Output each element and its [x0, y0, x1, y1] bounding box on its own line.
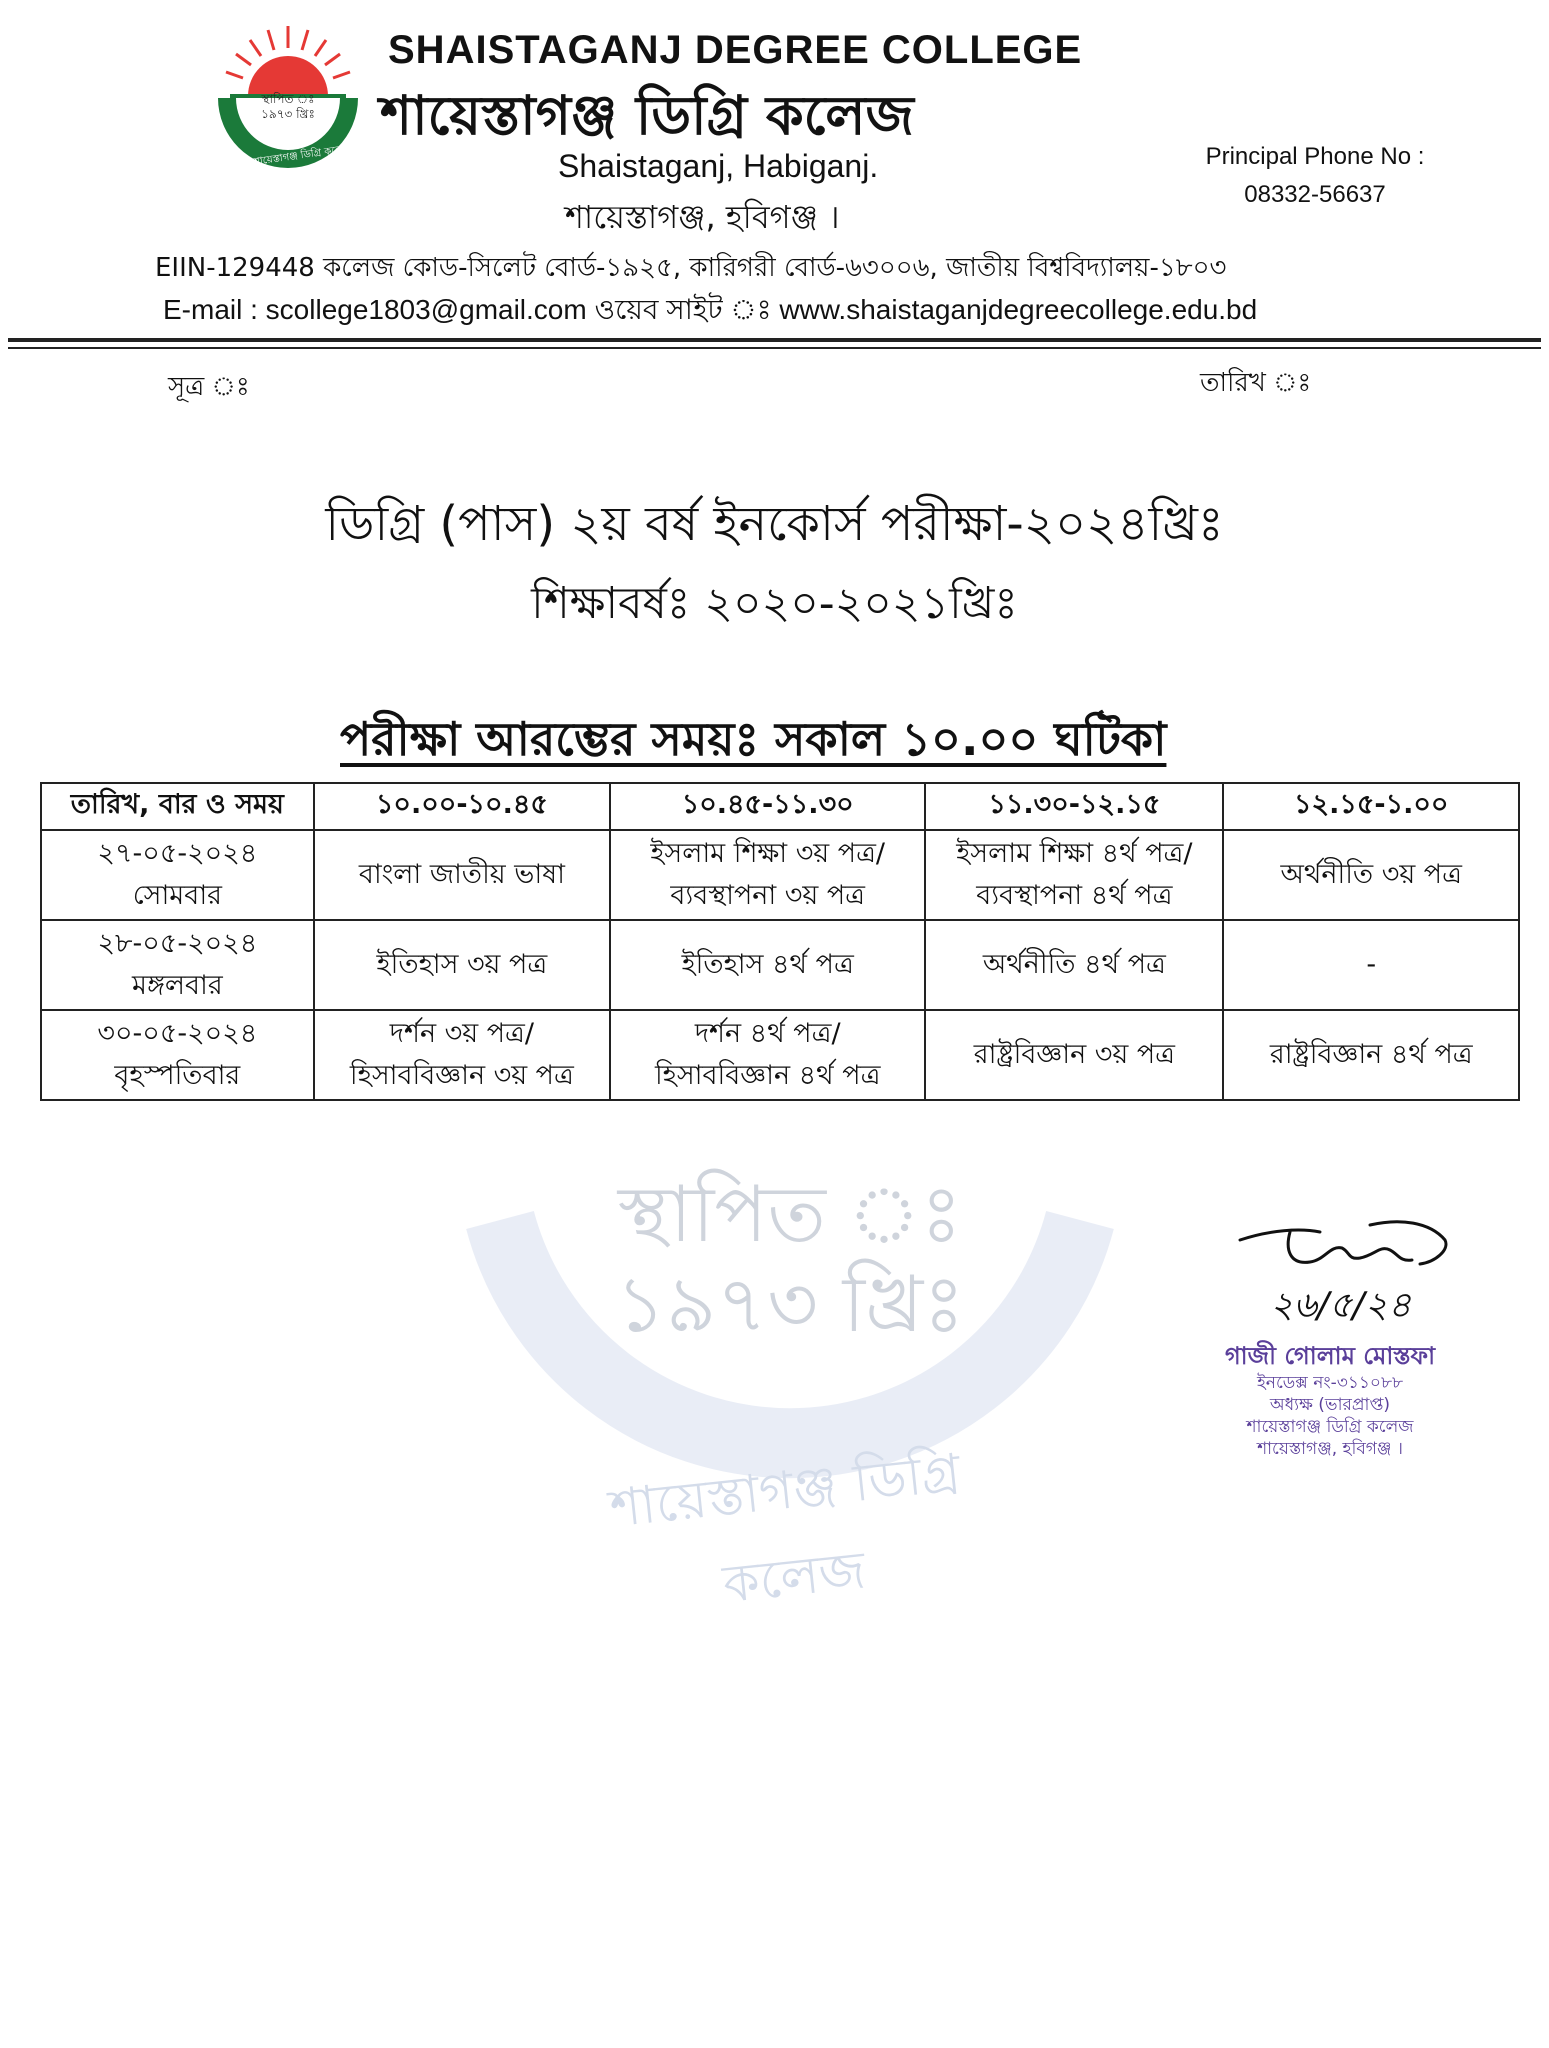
exam-date: ২৭-০৫-২০২৪	[97, 838, 258, 869]
watermark-line-1: স্থাপিত ঃ	[617, 1170, 963, 1260]
subject-cell	[314, 1010, 610, 1100]
subject-cell	[1223, 1010, 1519, 1100]
subject-name: ইসলাম শিক্ষা ৪র্থ পত্র/	[956, 838, 1193, 869]
phone-number: 08332-56637	[1244, 181, 1386, 208]
signatory-seal	[1180, 1340, 1480, 1460]
table-row	[41, 920, 1519, 1010]
signatory-designation: অধ্যক্ষ (ভারপ্রাপ্ত)	[1269, 1395, 1391, 1415]
exam-day: বৃহস্পতিবার	[114, 1060, 241, 1091]
subject-cell	[314, 920, 610, 1010]
contact-line: E-mail : scollege1803@gmail.com ওয়েব সাইট ঃ www.shaistaganjdegreecollege.edu.bd	[163, 294, 1258, 325]
subject-cell	[925, 830, 1223, 920]
watermark-ring-text: শায়েস্তাগঞ্জ ডিগ্রি কলেজ	[607, 1443, 964, 1616]
subject-cell	[1223, 830, 1519, 920]
header-slot-1: ১০.০০-১০.৪৫	[314, 783, 610, 830]
logo-text-top: স্থাপিত ঃ	[261, 92, 315, 106]
logo-text	[258, 92, 318, 122]
subject-cell	[610, 830, 925, 920]
header-rule-thick	[8, 338, 1541, 342]
reference-label: সূত্র ঃ	[168, 372, 250, 402]
date-label: তারিখ ঃ	[1200, 368, 1312, 398]
subject-name: ইতিহাস ৪র্থ পত্র	[681, 949, 854, 980]
logo-ring-text: শায়েস্তাগঞ্জ ডিগ্রি কলেজ	[253, 143, 353, 168]
signature-date: ২৬/৫/২৪	[1270, 1285, 1412, 1326]
date-cell	[41, 830, 314, 920]
signatory-index: ইনডেক্স নং-৩১১০৮৮	[1256, 1373, 1404, 1393]
subject-name: অর্থনীতি ৩য় পত্র	[1280, 859, 1462, 890]
exam-date: ২৮-০৫-২০২৪	[97, 928, 258, 959]
handwritten-signature	[1230, 1210, 1490, 1330]
subject-name: রাষ্ট্রবিজ্ঞান ৩য় পত্র	[973, 1039, 1175, 1070]
table-row	[41, 830, 1519, 920]
date-cell	[41, 1010, 314, 1100]
table-row	[41, 1010, 1519, 1100]
subject-name: ব্যবস্থাপনা ৩য় পত্র	[670, 880, 866, 911]
subject-name: বাংলা জাতীয় ভাষা	[358, 859, 565, 890]
subject-name: হিসাববিজ্ঞান ৩য় পত্র	[349, 1060, 574, 1091]
exam-day: মঙ্গলবার	[131, 970, 223, 1001]
exam-title: ডিগ্রি (পাস) ২য় বর্ষ ইনকোর্স পরীক্ষা-২০২৪খ্রিঃ	[325, 496, 1224, 552]
subject-name: ইসলাম শিক্ষা ৩য় পত্র/	[650, 838, 886, 869]
subject-cell	[610, 920, 925, 1010]
session-title: শিক্ষাবর্ষঃ ২০২০-২০২১খ্রিঃ	[531, 578, 1018, 629]
table-header-row	[41, 783, 1519, 830]
header-slot-2: ১০.৪৫-১১.৩০	[610, 783, 925, 830]
header-slot-3: ১১.৩০-১২.১৫	[925, 783, 1223, 830]
subject-name: ব্যবস্থাপনা ৪র্থ পত্র	[976, 880, 1173, 911]
college-name-bn: শায়েস্তাগঞ্জ ডিগ্রি কলেজ	[380, 84, 914, 147]
college-name-en: SHAISTAGANJ DEGREE COLLEGE	[388, 28, 1083, 72]
signatory-name: গাজী গোলাম মোস্তফা	[1224, 1342, 1436, 1370]
subject-cell	[925, 1010, 1223, 1100]
header-slot-4: ১২.১৫-১.০০	[1223, 783, 1519, 830]
exam-start-time: পরীক্ষা আরম্ভের সময়ঃ সকাল ১০.০০ ঘটিকা	[340, 712, 1167, 766]
address-en: Shaistaganj, Habiganj.	[558, 148, 879, 184]
signatory-institution: শায়েস্তাগঞ্জ ডিগ্রি কলেজ	[1246, 1417, 1414, 1437]
logo-text-year: ১৯৭৩ খ্রিঃ	[261, 107, 315, 121]
header-date-day-time: তারিখ, বার ও সময়	[41, 783, 314, 830]
principal-phone	[1180, 138, 1450, 214]
subject-name: দর্শন ৩য় পত্র/	[389, 1018, 534, 1049]
subject-name: হিসাববিজ্ঞান ৪র্থ পত্র	[654, 1060, 881, 1091]
exam-day: সোমবার	[132, 880, 223, 911]
date-cell	[41, 920, 314, 1010]
subject-name: -	[1366, 949, 1377, 980]
subject-cell	[314, 830, 610, 920]
watermark-line-2: ১৯৭৩ খ্রিঃ	[615, 1260, 965, 1350]
subject-cell	[925, 920, 1223, 1010]
subject-cell	[1223, 920, 1519, 1010]
exam-routine-table	[40, 782, 1520, 1101]
subject-name: দর্শন ৪র্থ পত্র/	[694, 1018, 841, 1049]
watermark-seal	[440, 1160, 1140, 1616]
subject-cell	[610, 1010, 925, 1100]
header-rule-thin	[8, 347, 1541, 349]
subject-name: রাষ্ট্রবিজ্ঞান ৪র্থ পত্র	[1269, 1039, 1473, 1070]
codes-line: EIIN-129448 কলেজ কোড-সিলেট বোর্ড-১৯২৫, কারিগরী বোর্ড-৬৩০০৬, জাতীয় বিশ্ববিদ্যালয়-১৮০৩	[155, 253, 1227, 283]
address-bn: শায়েস্তাগঞ্জ, হবিগঞ্জ ।	[565, 198, 840, 236]
exam-date: ৩০-০৫-২০২৪	[97, 1018, 258, 1049]
subject-name: ইতিহাস ৩য় পত্র	[376, 949, 548, 980]
phone-label: Principal Phone No :	[1205, 143, 1425, 170]
subject-name: অর্থনীতি ৪র্থ পত্র	[982, 949, 1166, 980]
signatory-place: শায়েস্তাগঞ্জ, হবিগঞ্জ ।	[1257, 1439, 1403, 1459]
